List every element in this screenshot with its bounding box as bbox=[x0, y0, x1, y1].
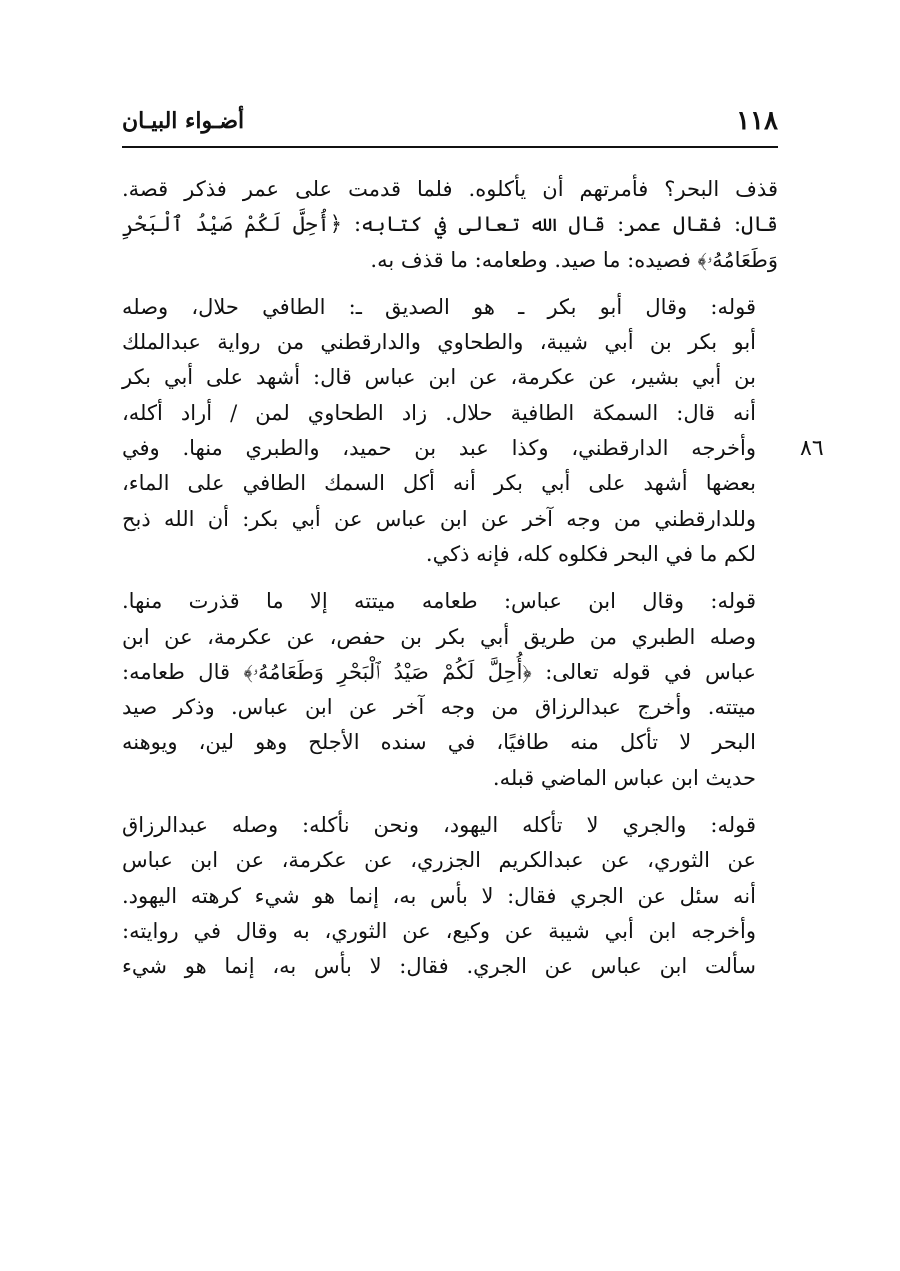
text-line: وَطَعَامُهُۥ﴾ فصيده: ما صيد. وطعامه: ما قذف به. bbox=[370, 247, 778, 272]
text-line: قوله: والجري لا تأكله اليهود، ونحن نأكله: وصله عبدالرزاق bbox=[122, 813, 756, 838]
text-line: أبو بكر بن أبي شيبة، والطحاوي والدارقطني من رواية عبدالملك bbox=[122, 330, 756, 355]
text-line: قذف البحر؟ فأمرتهم أن يأكلوه. فلما قدمت على عمر فذكر قصة. bbox=[122, 177, 778, 201]
text-line: أنه قال: السمكة الطافية حلال. زاد الطحاوي لمن / أراد أكله، bbox=[122, 400, 756, 425]
text-line: قال: فقال عمر: قال الله تعالى في كتابه: ﴿أُحِلَّ لَكُمْ صَيْدُ ٱلْبَحْرِ bbox=[122, 212, 778, 237]
main-text bbox=[122, 172, 778, 985]
margin-page-reference: ٨٦ bbox=[800, 436, 824, 461]
text-line: قوله: وقال أبو بكر ـ هو الصديق ـ: الطافي حلال، وصله bbox=[122, 294, 756, 319]
text-line: عن الثوري، عن عبدالكريم الجزري، عن عكرمة، عن ابن عباس bbox=[122, 848, 756, 873]
text-line: عباس في قوله تعالى: ﴿أُحِلَّ لَكُمْ صَيْدُ ٱلْبَحْرِ وَطَعَامُهُۥ﴾ قال طعامه: bbox=[122, 659, 756, 684]
text-line: قوله: وقال ابن عباس: طعامه ميتته إلا ما قذرت منها. bbox=[122, 589, 756, 614]
paragraph bbox=[122, 290, 778, 572]
text-line: وللدارقطني من وجه آخر عن ابن عباس عن أبي بكر: أن الله ذبح bbox=[122, 506, 756, 531]
text-line: ميتته. وأخرج عبدالرزاق من وجه آخر عن ابن عباس. وذكر صيد bbox=[122, 695, 756, 720]
text-line: البحر لا تأكل منه طافيًا، في سنده الأجلح وهو لين، ويوهنه bbox=[122, 730, 756, 755]
page-number: ١١٨ bbox=[736, 106, 778, 136]
text-line: وصله الطبري من طريق أبي بكر بن حفص، عن عكرمة، عن ابن bbox=[122, 624, 756, 649]
text-line: حديث ابن عباس الماضي قبله. bbox=[492, 765, 756, 790]
text-line: سألت ابن عباس عن الجري. فقال: لا بأس به، إنما هو شيء bbox=[122, 954, 756, 979]
text-line: بعضها أشهد على أبي بكر أنه أكل السمك الطافي على الماء، bbox=[122, 471, 756, 496]
text-line: وأخرجه ابن أبي شيبة عن وكيع، عن الثوري، به وقال في روايته: bbox=[122, 918, 756, 943]
text-line: لكم ما في البحر فكلوه كله، فإنه ذكي. bbox=[425, 541, 756, 566]
text-line: أنه سئل عن الجري فقال: لا بأس به، إنما هو شيء كرهته اليهود. bbox=[122, 883, 756, 908]
text-line: وأخرجه الدارقطني، وكذا عبد بن حميد، والطبري منها. وفي bbox=[122, 436, 756, 461]
text-line: بن أبي بشير، عن عكرمة، عن ابن عباس قال: أشهد على أبي بكر bbox=[122, 365, 756, 390]
paragraph bbox=[122, 808, 778, 984]
running-title: أضـواء البيـان bbox=[122, 108, 245, 134]
page-header bbox=[122, 100, 778, 148]
paragraph bbox=[122, 172, 778, 278]
paragraph bbox=[122, 584, 778, 796]
